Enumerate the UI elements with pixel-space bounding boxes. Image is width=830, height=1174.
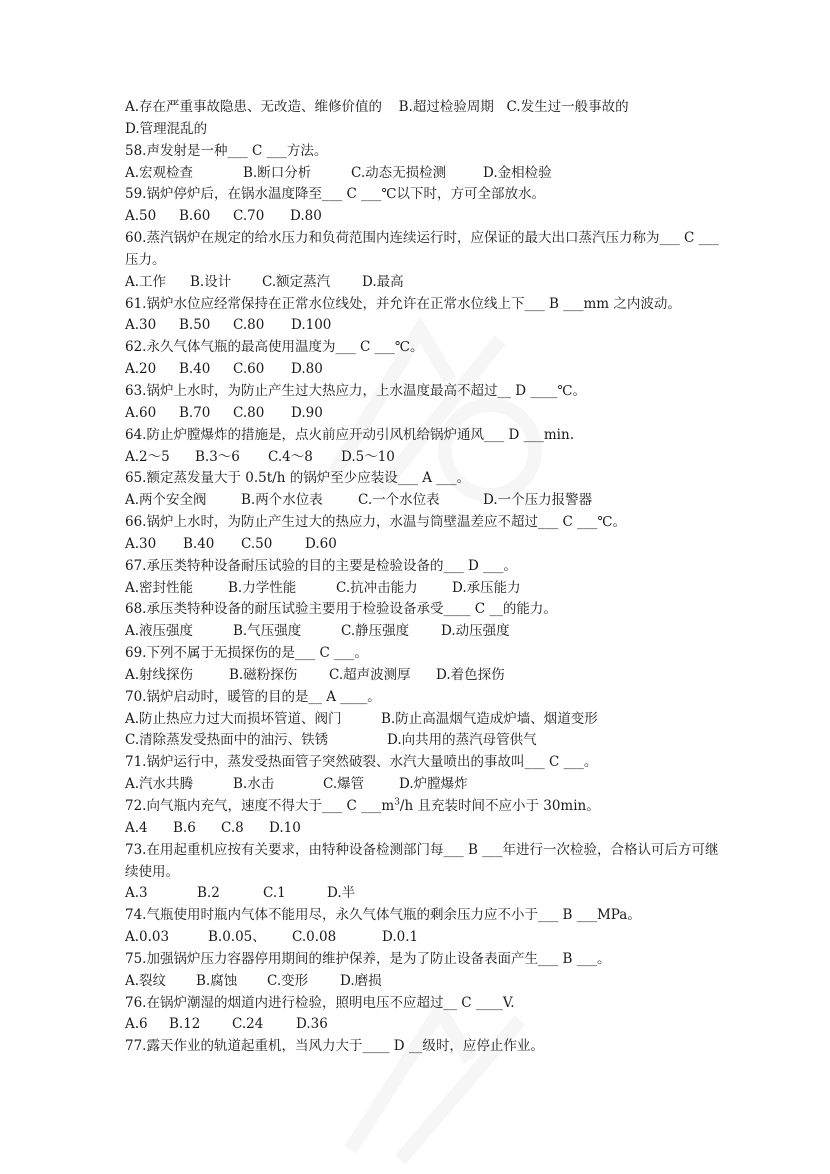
option: B.超过检验周期 bbox=[398, 99, 494, 115]
option: C.50 bbox=[241, 535, 273, 552]
option: A.0.03 bbox=[125, 929, 170, 946]
option: D.承压能力 bbox=[452, 579, 521, 596]
option: A.4 bbox=[125, 819, 148, 836]
option: B.磁粉探伤 bbox=[229, 666, 298, 683]
option: B.3～6 bbox=[195, 448, 240, 465]
option: C.爆管 bbox=[323, 776, 365, 793]
option: C.发生过一般事故的 bbox=[506, 99, 629, 115]
option: A.存在严重事故隐患、无改造、维修价值的 bbox=[125, 99, 383, 115]
option: D.100 bbox=[291, 317, 332, 334]
option: D.最高 bbox=[362, 273, 404, 290]
option: D.炉膛爆炸 bbox=[399, 776, 468, 793]
question-stem: 75.加强锅炉压力容器停用期间的维护保养，是为了防止设备表面产生___ B ___。 bbox=[125, 950, 611, 967]
options-line bbox=[125, 97, 725, 119]
option: C.一个水位表 bbox=[358, 492, 440, 509]
option: C.变形 bbox=[267, 972, 309, 989]
option: C.超声波测厚 bbox=[329, 666, 411, 683]
question-stem: 74.气瓶使用时瓶内气体不能用尽，永久气体气瓶的剩余压力应不小于___ B ___MPa。 bbox=[125, 907, 641, 924]
option: C.80 bbox=[233, 317, 265, 334]
option: B.防止高温烟气造成炉墙、烟道变形 bbox=[381, 710, 598, 727]
option: D.动压强度 bbox=[441, 623, 510, 640]
option: C.静压强度 bbox=[341, 623, 410, 640]
question-stem: 77.露天作业的轨道起重机，当风力大于____ D __级时，应停止作业。 bbox=[125, 1038, 544, 1055]
option: B.设计 bbox=[190, 273, 232, 290]
option: C.1 bbox=[263, 885, 286, 902]
question-stem: 73.在用起重机应按有关要求，由特种设备检测部门每___ B ___年进行一次检验，合格认可后方可继续使用。 bbox=[125, 841, 719, 880]
option: A.工作 bbox=[125, 273, 167, 290]
options-line bbox=[125, 315, 725, 337]
option: D.着色探伤 bbox=[436, 666, 505, 683]
option: D.一个压力报警器 bbox=[483, 492, 593, 509]
option: A.50 bbox=[125, 208, 157, 225]
stem-text: 72.向气瓶内充气，速度不得大于___ C ___m bbox=[125, 798, 395, 814]
option: C.8 bbox=[221, 819, 244, 836]
question-stem: 71.锅炉运行中，蒸发受热面管子突然破裂、水汽大量喷出的事故叫___ C ___。 bbox=[125, 754, 598, 771]
options-line bbox=[125, 883, 725, 905]
options-line bbox=[125, 206, 725, 228]
option: D.36 bbox=[296, 1016, 328, 1033]
options-line bbox=[125, 1014, 725, 1036]
option: C.4～8 bbox=[268, 448, 313, 465]
option: B.40 bbox=[179, 361, 211, 378]
option: B.力学性能 bbox=[228, 579, 297, 596]
option: D.90 bbox=[291, 404, 323, 421]
option: B.两个水位表 bbox=[241, 492, 323, 509]
option: D.金相检验 bbox=[483, 164, 552, 181]
option: B.2 bbox=[197, 885, 220, 902]
options-line bbox=[125, 359, 725, 381]
option: D.半 bbox=[327, 885, 356, 902]
option: B.水击 bbox=[233, 776, 275, 793]
question-stem bbox=[125, 796, 725, 818]
question-stem: 67.承压类特种设备耐压试验的目的主要是检验设备的___ D ___。 bbox=[125, 557, 517, 574]
option: B.50 bbox=[179, 317, 211, 334]
question-stem: 66.锅炉上水时，为防止产生过大的热应力，水温与筒壁温差应不超过___ C ___℃。 bbox=[125, 514, 626, 531]
option: A.6 bbox=[125, 1016, 148, 1033]
options-line bbox=[125, 534, 725, 556]
options-line bbox=[125, 927, 725, 949]
option: B.0.05、 bbox=[208, 929, 266, 946]
question-stem: 63.锅炉上水时，为防止产生过大热应力，上水温度最高不超过__ D ____℃。 bbox=[125, 382, 586, 399]
options-line bbox=[125, 490, 725, 512]
options-line bbox=[125, 971, 725, 993]
question-stem: 62.永久气体气瓶的最高使用温度为___ C ___℃。 bbox=[125, 339, 424, 356]
options-line bbox=[125, 119, 725, 141]
options-line bbox=[125, 709, 725, 731]
option: A.30 bbox=[125, 317, 157, 334]
options-line bbox=[125, 272, 725, 294]
question-stem: 59.锅炉停炉后，在锅水温度降至___ C ___℃以下时，方可全部放水。 bbox=[125, 186, 545, 203]
superscript: 3 bbox=[394, 797, 400, 808]
question-stem: 70.锅炉启动时，暖管的目的是__ A ____。 bbox=[125, 688, 381, 705]
option: A.宏观检查 bbox=[125, 164, 194, 181]
option: A.3 bbox=[125, 885, 148, 902]
option: C.70 bbox=[233, 208, 265, 225]
option: C.24 bbox=[232, 1016, 264, 1033]
option: D.10 bbox=[269, 819, 301, 836]
option: D.80 bbox=[290, 208, 322, 225]
option: C.抗冲击能力 bbox=[336, 579, 418, 596]
question-stem: 68.承压类特种设备的耐压试验主要用于检验设备承受____ C __的能力。 bbox=[125, 601, 557, 618]
option: B.断口分析 bbox=[243, 164, 312, 181]
option: D.管理混乱的 bbox=[125, 120, 208, 137]
option: D.向共用的蒸汽母管供气 bbox=[387, 732, 537, 749]
option: B.40 bbox=[183, 535, 215, 552]
option: C.额定蒸汽 bbox=[262, 273, 331, 290]
options-line bbox=[125, 403, 725, 425]
option: A.汽水共腾 bbox=[125, 776, 194, 793]
options-line bbox=[125, 774, 725, 796]
option: C.60 bbox=[233, 361, 265, 378]
option: D.60 bbox=[305, 535, 337, 552]
option: D.80 bbox=[291, 361, 323, 378]
option: C.80 bbox=[233, 404, 265, 421]
option: A.两个安全阀 bbox=[125, 492, 207, 509]
question-list bbox=[125, 97, 725, 1058]
option: A.液压强度 bbox=[125, 623, 194, 640]
options-line bbox=[125, 665, 725, 687]
option: A.2～5 bbox=[125, 448, 170, 465]
options-line bbox=[125, 621, 725, 643]
option: A.防止热应力过大而损坏管道、阀门 bbox=[125, 710, 342, 727]
question-stem: 69.下列不属于无损探伤的是___ C ___。 bbox=[125, 645, 368, 662]
question-stem: 58.声发射是一种___ C ___方法。 bbox=[125, 142, 328, 159]
options-line bbox=[125, 730, 725, 752]
option: A.密封性能 bbox=[125, 579, 194, 596]
stem-text: /h 且充装时间不应小于 30min。 bbox=[399, 798, 600, 814]
option: B.6 bbox=[173, 819, 196, 836]
option: B.腐蚀 bbox=[196, 972, 238, 989]
option: A.60 bbox=[125, 404, 157, 421]
option: B.70 bbox=[179, 404, 211, 421]
question-stem: 60.蒸汽锅炉在规定的给水压力和负荷范围内连续运行时，应保证的最大出口蒸汽压力称为___ C ___压力。 bbox=[125, 230, 719, 268]
options-line bbox=[125, 578, 725, 600]
option: A.30 bbox=[125, 535, 157, 552]
option: D.0.1 bbox=[382, 929, 419, 946]
option: B.12 bbox=[169, 1016, 201, 1033]
question-stem: 76.在锅炉潮湿的烟道内进行检验，照明电压不应超过__ C ____V. bbox=[125, 994, 515, 1011]
option: C.0.08 bbox=[292, 929, 337, 946]
question-stem: 64.防止炉膛爆炸的措施是，点火前应开动引风机给锅炉通风___ D ___min. bbox=[125, 426, 574, 443]
options-line bbox=[125, 818, 725, 840]
option: A.裂纹 bbox=[125, 972, 167, 989]
option: B.60 bbox=[179, 208, 211, 225]
option: D.磨损 bbox=[340, 972, 382, 989]
question-stem: 65.额定蒸发量大于 0.5t/h 的锅炉至少应装设___ A ___。 bbox=[125, 470, 471, 487]
options-line bbox=[125, 447, 725, 469]
option: C.清除蒸发受热面中的油污、铁锈 bbox=[125, 732, 329, 749]
question-stem: 61.锅炉水位应经常保持在正常水位线处，并允许在正常水位线上下___ B ___mm 之内波动。 bbox=[125, 295, 681, 312]
options-line bbox=[125, 163, 725, 185]
option: A.射线探伤 bbox=[125, 666, 194, 683]
option: A.20 bbox=[125, 361, 157, 378]
option: D.5～10 bbox=[341, 448, 395, 465]
option: B.气压强度 bbox=[233, 623, 302, 640]
option: C.动态无损检测 bbox=[351, 164, 447, 181]
